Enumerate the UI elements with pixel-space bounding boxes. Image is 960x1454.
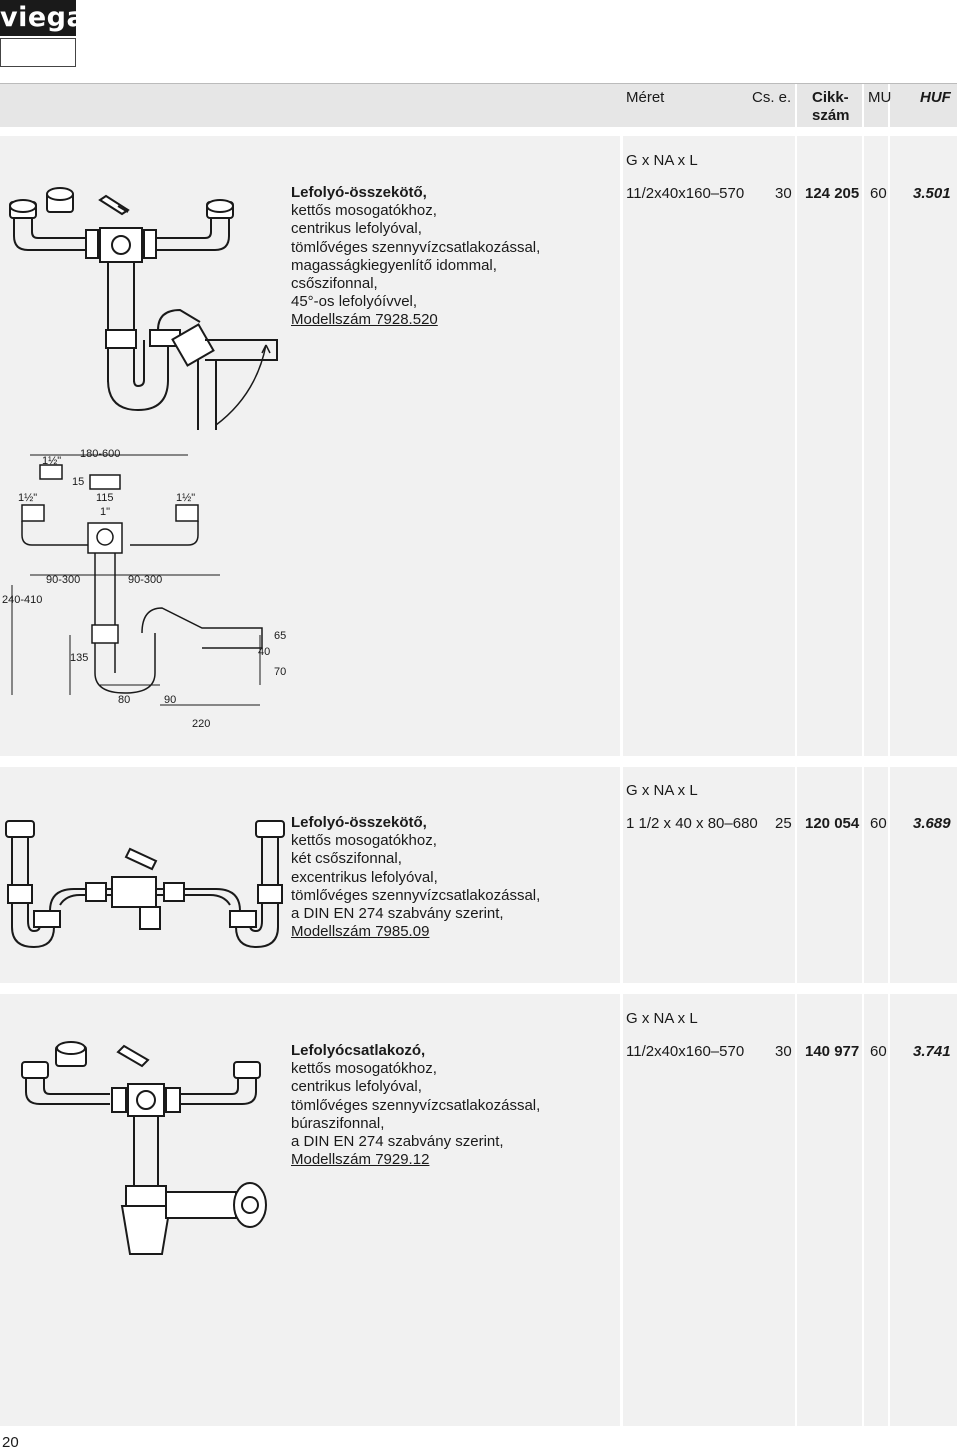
product-2-size: 1 1/2 x 40 x 80–680 — [626, 815, 758, 832]
logo-blank-box — [0, 38, 76, 67]
product-1-description — [291, 184, 540, 330]
dimension-drawing — [0, 445, 300, 735]
header-mu: MU — [868, 89, 892, 106]
product-1-qty: 30 — [775, 185, 792, 202]
product-3-model: Modellszám 7929.12 — [291, 1151, 430, 1169]
product-1-illustration — [0, 180, 280, 435]
product-2-description — [291, 814, 540, 941]
product-2-qty: 25 — [775, 815, 792, 832]
dim-text: 1" — [100, 506, 111, 518]
product-1-article: 124 205 — [805, 185, 860, 202]
product-1-line: csőszifonnal, — [291, 275, 378, 293]
dim-text: 80 — [118, 694, 131, 706]
product-3-illustration — [0, 1040, 290, 1260]
product-2-line: a DIN EN 274 szabvány szerint, — [291, 905, 504, 923]
product-3-line: búraszifonnal, — [291, 1114, 385, 1132]
product-3-line: kettős mosogatókhoz, — [291, 1060, 437, 1078]
header-size: Méret — [626, 89, 665, 106]
dim-text: 240-410 — [2, 594, 43, 606]
product-1-line: magasságkiegyenlítő idommal, — [291, 256, 497, 274]
header-qty: Cs. e. — [752, 89, 792, 106]
header-currency: HUF — [920, 89, 951, 106]
product-2-line: excentrikus lefolyóval, — [291, 868, 438, 886]
product-1-line: 45°-os lefolyóívvel, — [291, 293, 418, 311]
product-2-price: 3.689 — [913, 815, 951, 832]
product-3-price: 3.741 — [913, 1043, 951, 1060]
product-2-model: Modellszám 7985.09 — [291, 923, 430, 941]
product-2-mu: 60 — [870, 815, 887, 832]
dim-text: 70 — [274, 666, 287, 678]
product-3-line: tömlővéges szennyvízcsatlakozással, — [291, 1096, 541, 1114]
dim-text: 115 — [96, 492, 114, 504]
dim-text: 220 — [192, 718, 211, 730]
dim-text: 90-300 — [46, 574, 81, 586]
product-3-title: Lefolyócsatlakozó, — [291, 1042, 426, 1059]
header-article: Cikk- szám — [812, 89, 850, 124]
dim-text: 15 — [72, 476, 85, 488]
product-3-article: 140 977 — [805, 1043, 860, 1060]
dim-label-2: G x NA x L — [626, 782, 698, 799]
dim-text: 135 — [70, 652, 89, 664]
dim-text: 65 — [274, 630, 287, 642]
dim-label-3: G x NA x L — [626, 1010, 698, 1027]
dim-text: 1½" — [42, 455, 62, 467]
page-number: 20 — [2, 1434, 19, 1451]
product-1-size: 11/2x40x160–570 — [626, 185, 745, 202]
product-3-line: a DIN EN 274 szabvány szerint, — [291, 1133, 504, 1151]
product-1-line: kettős mosogatókhoz, — [291, 202, 437, 220]
dim-text: 40 — [258, 646, 271, 658]
dim-text: 90 — [164, 694, 177, 706]
product-1-price: 3.501 — [913, 185, 951, 202]
product-1-mu: 60 — [870, 185, 887, 202]
product-2-article: 120 054 — [805, 815, 860, 832]
product-3-qty: 30 — [775, 1043, 792, 1060]
product-1-model: Modellszám 7928.520 — [291, 311, 438, 329]
product-2-illustration — [0, 815, 290, 955]
product-2-line: tömlővéges szennyvízcsatlakozással, — [291, 886, 541, 904]
product-1-title: Lefolyó-összekötő, — [291, 184, 427, 201]
product-2-line: kettős mosogatókhoz, — [291, 832, 437, 850]
product-3-mu: 60 — [870, 1043, 887, 1060]
product-3-size: 11/2x40x160–570 — [626, 1043, 745, 1060]
dim-text: 90-300 — [128, 574, 163, 586]
product-2-line: két csőszifonnal, — [291, 850, 402, 868]
product-1-line: tömlővéges szennyvízcsatlakozással, — [291, 238, 541, 256]
product-1-line: centrikus lefolyóval, — [291, 220, 422, 238]
dim-text: 1½" — [176, 492, 196, 504]
product-3-line: centrikus lefolyóval, — [291, 1078, 422, 1096]
product-2-title: Lefolyó-összekötő, — [291, 814, 427, 831]
viega-logo: viega — [0, 0, 76, 36]
product-3-description — [291, 1042, 540, 1169]
dim-text: 180-600 — [80, 448, 121, 460]
dim-text: 1½" — [18, 492, 38, 504]
dim-label-1: G x NA x L — [626, 152, 698, 169]
